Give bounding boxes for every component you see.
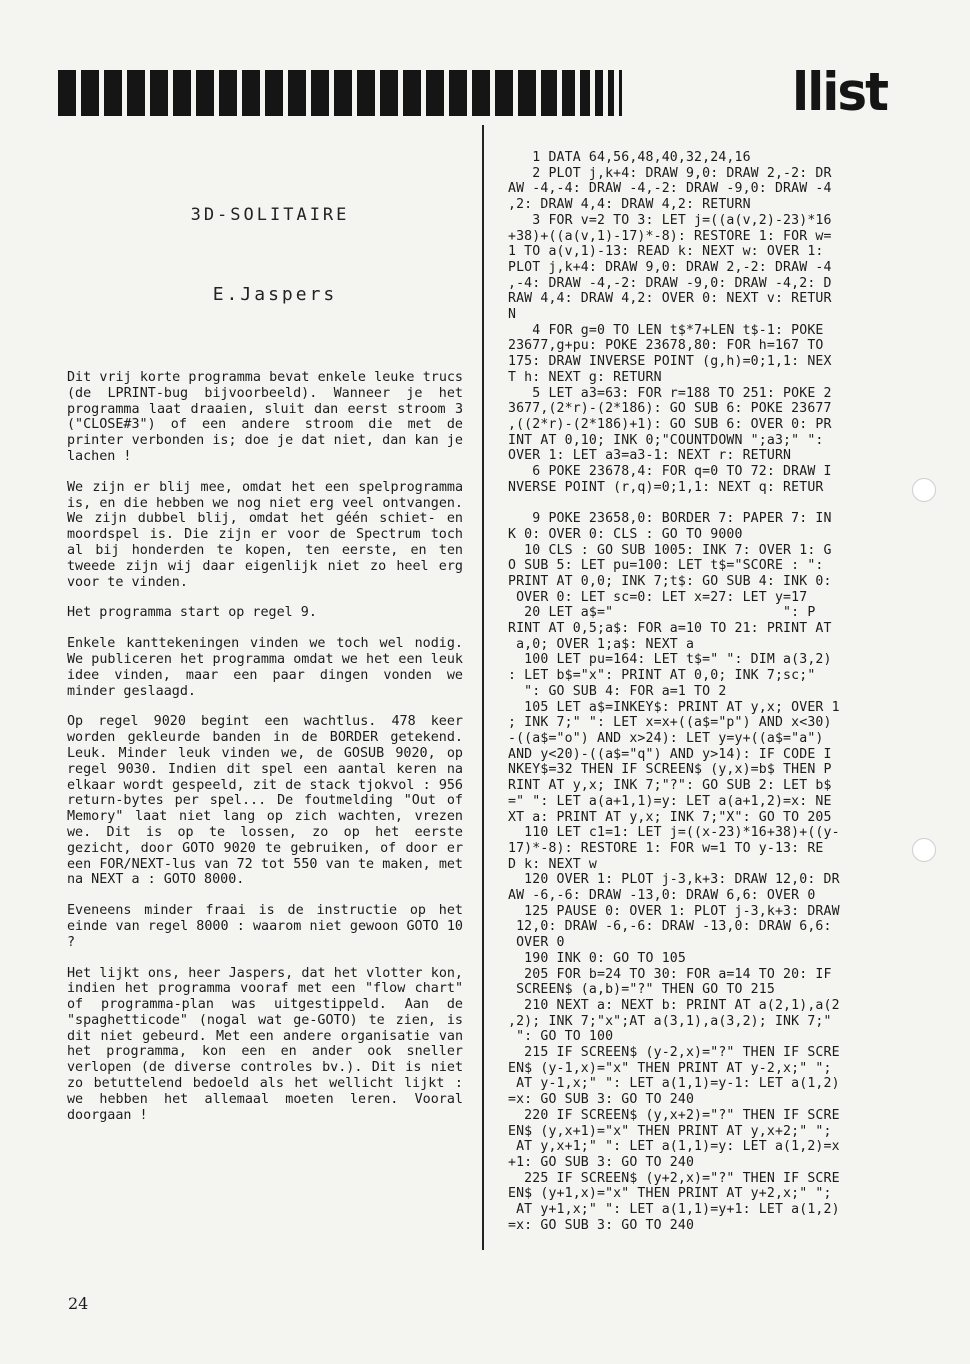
- code-line: 9 POKE 23658,0: BORDER 7: PAPER 7: IN: [508, 511, 832, 527]
- code-line: ,2: DRAW 4,4: DRAW 4,2: RETURN: [508, 197, 751, 213]
- code-line: OVER 0: LET sc=0: LET x=27: LET y=17: [508, 589, 808, 605]
- header-stripe: [127, 70, 145, 116]
- header-stripe-bar: [58, 70, 670, 116]
- header-stripe: [58, 70, 76, 116]
- code-line: 20 LET a$=" ": P: [508, 605, 816, 621]
- header-stripe: [81, 70, 99, 116]
- header-stripe: [265, 70, 283, 116]
- code-line: AW -6,-6: DRAW -13,0: DRAW 6,6: OVER 0: [508, 888, 816, 904]
- code-line: K 0: OVER 0: CLS : GO TO 9000: [508, 526, 743, 542]
- list-logo: llist: [792, 61, 888, 123]
- code-line: EN$ (y-1,x)="x" THEN PRINT AT y-2,x;" ";: [508, 1060, 832, 1076]
- code-line: INT AT 0,10; INK 0;"COUNTDOWN ";a3;" ":: [508, 432, 824, 448]
- header-stripe: [196, 70, 214, 116]
- article-author: E.Jaspers: [212, 284, 338, 305]
- body-paragraph: Op regel 9020 begint een wachtlus. 478 keer worden gekleurde banden in de BORDER getekend. Leuk. Minder leuk vinden we, de GOSUB 9020, op regel 9030. Indien dit spel een aantal keren na elkaar wordt gespeeld, zit de stack tjokvol : 956 return-bytes per spel... De foutmelding "Out of Memory" laat niet lang op zich wachten, vrezen we. Dit is op te lossen, zo op het eerste gezicht, door GOTO 9020 te gebruiken, of door er een FOR/NEXT-lus van 72 tot 550 van te maken, met na NEXT a : GOTO 8000.: [67, 714, 463, 888]
- code-line: 175: DRAW INVERSE POINT (g,h)=0;1,1: NEX: [508, 354, 832, 370]
- code-line: 210 NEXT a: NEXT b: PRINT AT a(2,1),a(2: [508, 997, 840, 1013]
- body-paragraph: We zijn er blij mee, omdat het een spelprogramma is, en die hebben we nog niet erg veel ontvangen. We zijn dubbel blij, omdat het géén schiet- en moordspel is. Die zijn er voor de Spectrum toch al bij honderden te kopen, ten eerste, en ten tweede zijn wij daar eigenlijk niet zo heel erg voor te vinden.: [67, 479, 463, 590]
- code-line: EN$ (y,x+1)="x" THEN PRINT AT y,x+2;" ";: [508, 1123, 832, 1139]
- header-stripe: [288, 70, 306, 116]
- code-line: 3 FOR v=2 TO 3: LET j=((a(v,2)-23)*16: [508, 212, 832, 228]
- code-line: 5 LET a3=63: FOR r=188 TO 251: POKE 2: [508, 385, 832, 401]
- header-stripe: [219, 70, 237, 116]
- header-stripe: [608, 70, 614, 116]
- code-line: 190 INK 0: GO TO 105: [508, 950, 686, 966]
- code-line: a,0; OVER 1;a$: NEXT a: [508, 636, 695, 652]
- code-line: N: [508, 307, 517, 323]
- basic-code-listing: [508, 150, 900, 1234]
- code-line: 220 IF SCREEN$ (y,x+2)="?" THEN IF SCRE: [508, 1107, 840, 1123]
- code-line: D k: NEXT w: [508, 856, 597, 872]
- code-line: RINT AT 0,5;a$: FOR a=10 TO 21: PRINT AT: [508, 621, 832, 637]
- code-line: AND y<20)-((a$="q") AND y>14): IF CODE I: [508, 746, 832, 762]
- body-paragraph: Eveneens minder fraai is de instructie op het einde van regel 8000 : waarom niet gewoon GOTO 10 ?: [67, 903, 463, 950]
- code-line: 100 LET pu=164: LET t$=" ": DIM a(3,2): [508, 652, 832, 668]
- code-line: 23677,g+pu: POKE 23678,80: FOR h=167 TO: [508, 338, 824, 354]
- code-line: ": GO SUB 4: FOR a=1 TO 2: [508, 683, 727, 699]
- code-line: RINT AT y,x; INK 7;"?": GO SUB 2: LET b$: [508, 778, 832, 794]
- code-line: T h: NEXT g: RETURN: [508, 369, 662, 385]
- code-line: 10 CLS : GO SUB 1005: INK 7: OVER 1: G: [508, 542, 832, 558]
- body-paragraph: Het programma start op regel 9.: [67, 605, 317, 621]
- code-line: -((a$="o") AND x>24): LET y=y+((a$="a"): [508, 731, 824, 746]
- header-stripe: [495, 70, 513, 116]
- code-line: O SUB 5: LET pu=100: LET t$="SCORE : ":: [508, 558, 824, 574]
- code-line: EN$ (y+1,x)="x" THEN PRINT AT y+2,x;" ";: [508, 1186, 832, 1202]
- code-line: PLOT j,k+4: DRAW 9,0: DRAW 2,-2: DRAW -4: [508, 259, 832, 275]
- header-stripe: [311, 70, 329, 116]
- code-line: PRINT AT 0,0; INK 7;t$: GO SUB 4: INK 0:: [508, 573, 832, 589]
- header-stripe: [472, 70, 490, 116]
- code-line: AT y+1,x;" ": LET a(1,1)=y+1: LET a(1,2): [508, 1202, 840, 1218]
- code-line: +1: GO SUB 3: GO TO 240: [508, 1154, 695, 1170]
- code-line: ,((2*r)-(2*186)+1): GO SUB 6: OVER 0: PR: [508, 416, 832, 432]
- code-line: 3677,(2*r)-(2*186): GO SUB 6: POKE 23677: [508, 401, 832, 417]
- header-stripe: [173, 70, 191, 116]
- header-stripe: [403, 70, 421, 116]
- code-line: SCREEN$ (a,b)="?" THEN GO TO 215: [508, 982, 775, 998]
- header-stripe: [562, 70, 575, 116]
- article-body: [67, 370, 463, 1138]
- header-stripe: [619, 70, 622, 116]
- code-line: RAW 4,4: DRAW 4,2: OVER 0: NEXT v: RETUR: [508, 291, 832, 307]
- code-line: ": GO TO 100: [508, 1029, 614, 1045]
- page-number: 24: [68, 1294, 89, 1313]
- body-paragraph: Enkele kanttekeningen vinden we toch wel nodig. We publiceren het programma omdat we het een leuk idee vinden, maar een paar dingen vonden we minder geslaagd.: [67, 636, 463, 699]
- code-line: OVER 0: [508, 935, 565, 951]
- code-line: NVERSE POINT (r,q)=0;1,1: NEXT q: RETUR: [508, 479, 824, 495]
- code-line: ,2); INK 7;"x";AT a(3,1),a(3,2); INK 7;": [508, 1013, 832, 1029]
- code-line: =x: GO SUB 3: GO TO 240: [508, 1092, 695, 1108]
- code-line: 105 LET a$=INKEY$: PRINT AT y,x; OVER 1: [508, 699, 840, 715]
- code-line: AT y,x+1;" ": LET a(1,1)=y: LET a(1,2)=x: [508, 1139, 840, 1155]
- code-line: AW -4,-4: DRAW -4,-2: DRAW -9,0: DRAW -4: [508, 181, 832, 197]
- punch-hole: [912, 838, 936, 862]
- code-line: ; INK 7;" ": LET x=x+((a$="p") AND x<30): [508, 715, 832, 731]
- code-line: 6 POKE 23678,4: FOR q=0 TO 72: DRAW I: [508, 464, 832, 480]
- code-line: OVER 1: LET a3=a3-1: NEXT r: RETURN: [508, 448, 792, 464]
- code-line: 225 IF SCREEN$ (y+2,x)="?" THEN IF SCRE: [508, 1170, 840, 1186]
- code-line: 2 PLOT j,k+4: DRAW 9,0: DRAW 2,-2: DR: [508, 165, 832, 181]
- code-line: =" ": LET a(a+1,1)=y: LET a(a+1,2)=x: NE: [508, 793, 832, 809]
- header-stripe: [380, 70, 398, 116]
- header-stripe: [580, 70, 591, 116]
- body-paragraph: Dit vrij korte programma bevat enkele leuke trucs (de LPRINT-bug bijvoorbeeld). Wanneer je het programma laat draaien, sluit dan eerst stroom 3 ("CLOSE#3") of een andere stroom die met de printer verbonden is; doe je dat niet, dan kan je lachen !: [67, 370, 463, 464]
- article-title: 3D-SOLITAIRE: [190, 205, 350, 225]
- code-line: ,-4: DRAW -4,-2: DRAW -9,0: DRAW -4,2: D: [508, 275, 832, 291]
- header-stripe: [449, 70, 467, 116]
- header-stripe: [104, 70, 122, 116]
- header-stripe: [242, 70, 260, 116]
- code-line: 205 FOR b=24 TO 30: FOR a=14 TO 20: IF: [508, 966, 832, 982]
- code-line: 17)*-8): RESTORE 1: FOR w=1 TO y-13: RE: [508, 840, 824, 856]
- code-line: 215 IF SCREEN$ (y-2,x)="?" THEN IF SCRE: [508, 1045, 840, 1061]
- punch-hole: [912, 478, 936, 502]
- header-stripe: [541, 70, 557, 116]
- code-line: 120 OVER 1: PLOT j-3,k+3: DRAW 12,0: DR: [508, 872, 840, 888]
- header-stripe: [150, 70, 168, 116]
- header-stripe: [357, 70, 375, 116]
- code-line: =x: GO SUB 3: GO TO 240: [508, 1217, 695, 1233]
- header-stripe: [595, 70, 603, 116]
- code-line: 125 PAUSE 0: OVER 1: PLOT j-3,k+3: DRAW: [508, 903, 840, 919]
- header-stripe: [518, 70, 536, 116]
- code-line: 1 TO a(v,1)-13: READ k: NEXT w: OVER 1:: [508, 244, 824, 260]
- code-line: 110 LET c1=1: LET j=((x-23)*16+38)+((y-: [508, 825, 840, 841]
- column-divider: [482, 125, 484, 1250]
- code-line: 1 DATA 64,56,48,40,32,24,16: [508, 150, 751, 165]
- code-line: +38)+((a(v,1)-17)*-8): RESTORE 1: FOR w=: [508, 228, 832, 244]
- header-stripe: [426, 70, 444, 116]
- code-line: 12,0: DRAW -6,-6: DRAW -13,0: DRAW 6,6:: [508, 919, 832, 935]
- header-stripe: [334, 70, 352, 116]
- code-line: : LET b$="x": PRINT AT 0,0; INK 7;sc;": [508, 668, 816, 684]
- code-line: XT a: PRINT AT y,x; INK 7;"X": GO TO 205: [508, 809, 832, 825]
- code-line: 4 FOR g=0 TO LEN t$*7+LEN t$-1: POKE: [508, 322, 824, 338]
- code-line: AT y-1,x;" ": LET a(1,1)=y-1: LET a(1,2): [508, 1076, 840, 1092]
- code-line: NKEY$=32 THEN IF SCREEN$ (y,x)=b$ THEN P: [508, 762, 832, 778]
- body-paragraph: Het lijkt ons, heer Jaspers, dat het vlotter kon, indien het programma vooraf met een "flow chart" of programma-plan was uitgestippeld. Aan de "spaghetticode" (nogal wat ge-GOTO) te zien, is dit niet gebeurd. Met een andere organisatie van het programma, kon een en ander ook sneller verlopen (de diverse controles bv.). Dit is niet zo betuttelend bedoeld als het wellicht lijkt : we hebben het allemaal moeten leren. Vooral doorgaan !: [67, 965, 463, 1123]
- code-line: [508, 495, 900, 511]
